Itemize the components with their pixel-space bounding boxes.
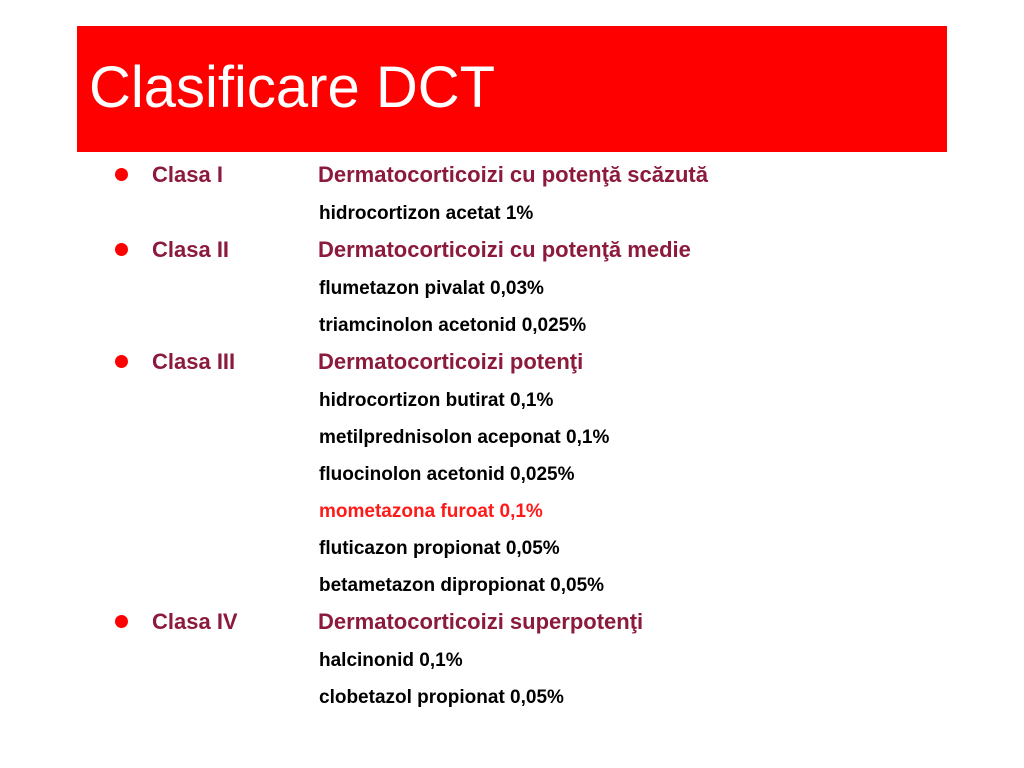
drug-item: fluocinolon acetonid 0,025% xyxy=(319,464,575,485)
class-label: Clasa IV xyxy=(152,609,238,634)
drug-item: metilprednisolon aceponat 0,1% xyxy=(319,427,610,448)
class-header xyxy=(110,344,930,382)
class-description: Dermatocorticoizi cu potenţă medie xyxy=(318,237,691,262)
class-block-3 xyxy=(110,344,930,604)
class-header xyxy=(110,604,930,642)
class-label: Clasa III xyxy=(152,349,236,374)
drug-item-highlighted: mometazona furoat 0,1% xyxy=(319,501,543,522)
drug-item: hidrocortizon acetat 1% xyxy=(319,203,534,224)
drug-item: fluticazon propionat 0,05% xyxy=(319,538,560,559)
drug-item: flumetazon pivalat 0,03% xyxy=(319,278,544,299)
bullet-icon xyxy=(115,355,128,368)
class-header xyxy=(110,232,930,270)
title-bar xyxy=(77,26,947,152)
class-description: Dermatocorticoizi superpotenţi xyxy=(318,609,644,634)
drug-item: betametazon dipropionat 0,05% xyxy=(319,575,605,596)
drug-item: halcinonid 0,1% xyxy=(319,650,463,671)
bullet-icon xyxy=(115,168,128,181)
slide-title: Clasificare DCT xyxy=(89,55,496,120)
class-description: Dermatocorticoizi potenţi xyxy=(318,349,584,374)
drug-item: hidrocortizon butirat 0,1% xyxy=(319,390,554,411)
class-header xyxy=(110,157,930,195)
class-description: Dermatocorticoizi cu potenţă scăzută xyxy=(318,162,708,187)
bullet-icon xyxy=(115,615,128,628)
class-block-2 xyxy=(110,232,930,344)
bullet-icon xyxy=(115,243,128,256)
drug-item: triamcinolon acetonid 0,025% xyxy=(319,315,587,336)
class-block-1 xyxy=(110,157,930,232)
class-label: Clasa II xyxy=(152,237,230,262)
class-list xyxy=(110,157,930,716)
class-label: Clasa I xyxy=(152,162,223,187)
class-block-4 xyxy=(110,604,930,716)
drug-item: clobetazol propionat 0,05% xyxy=(319,687,564,708)
